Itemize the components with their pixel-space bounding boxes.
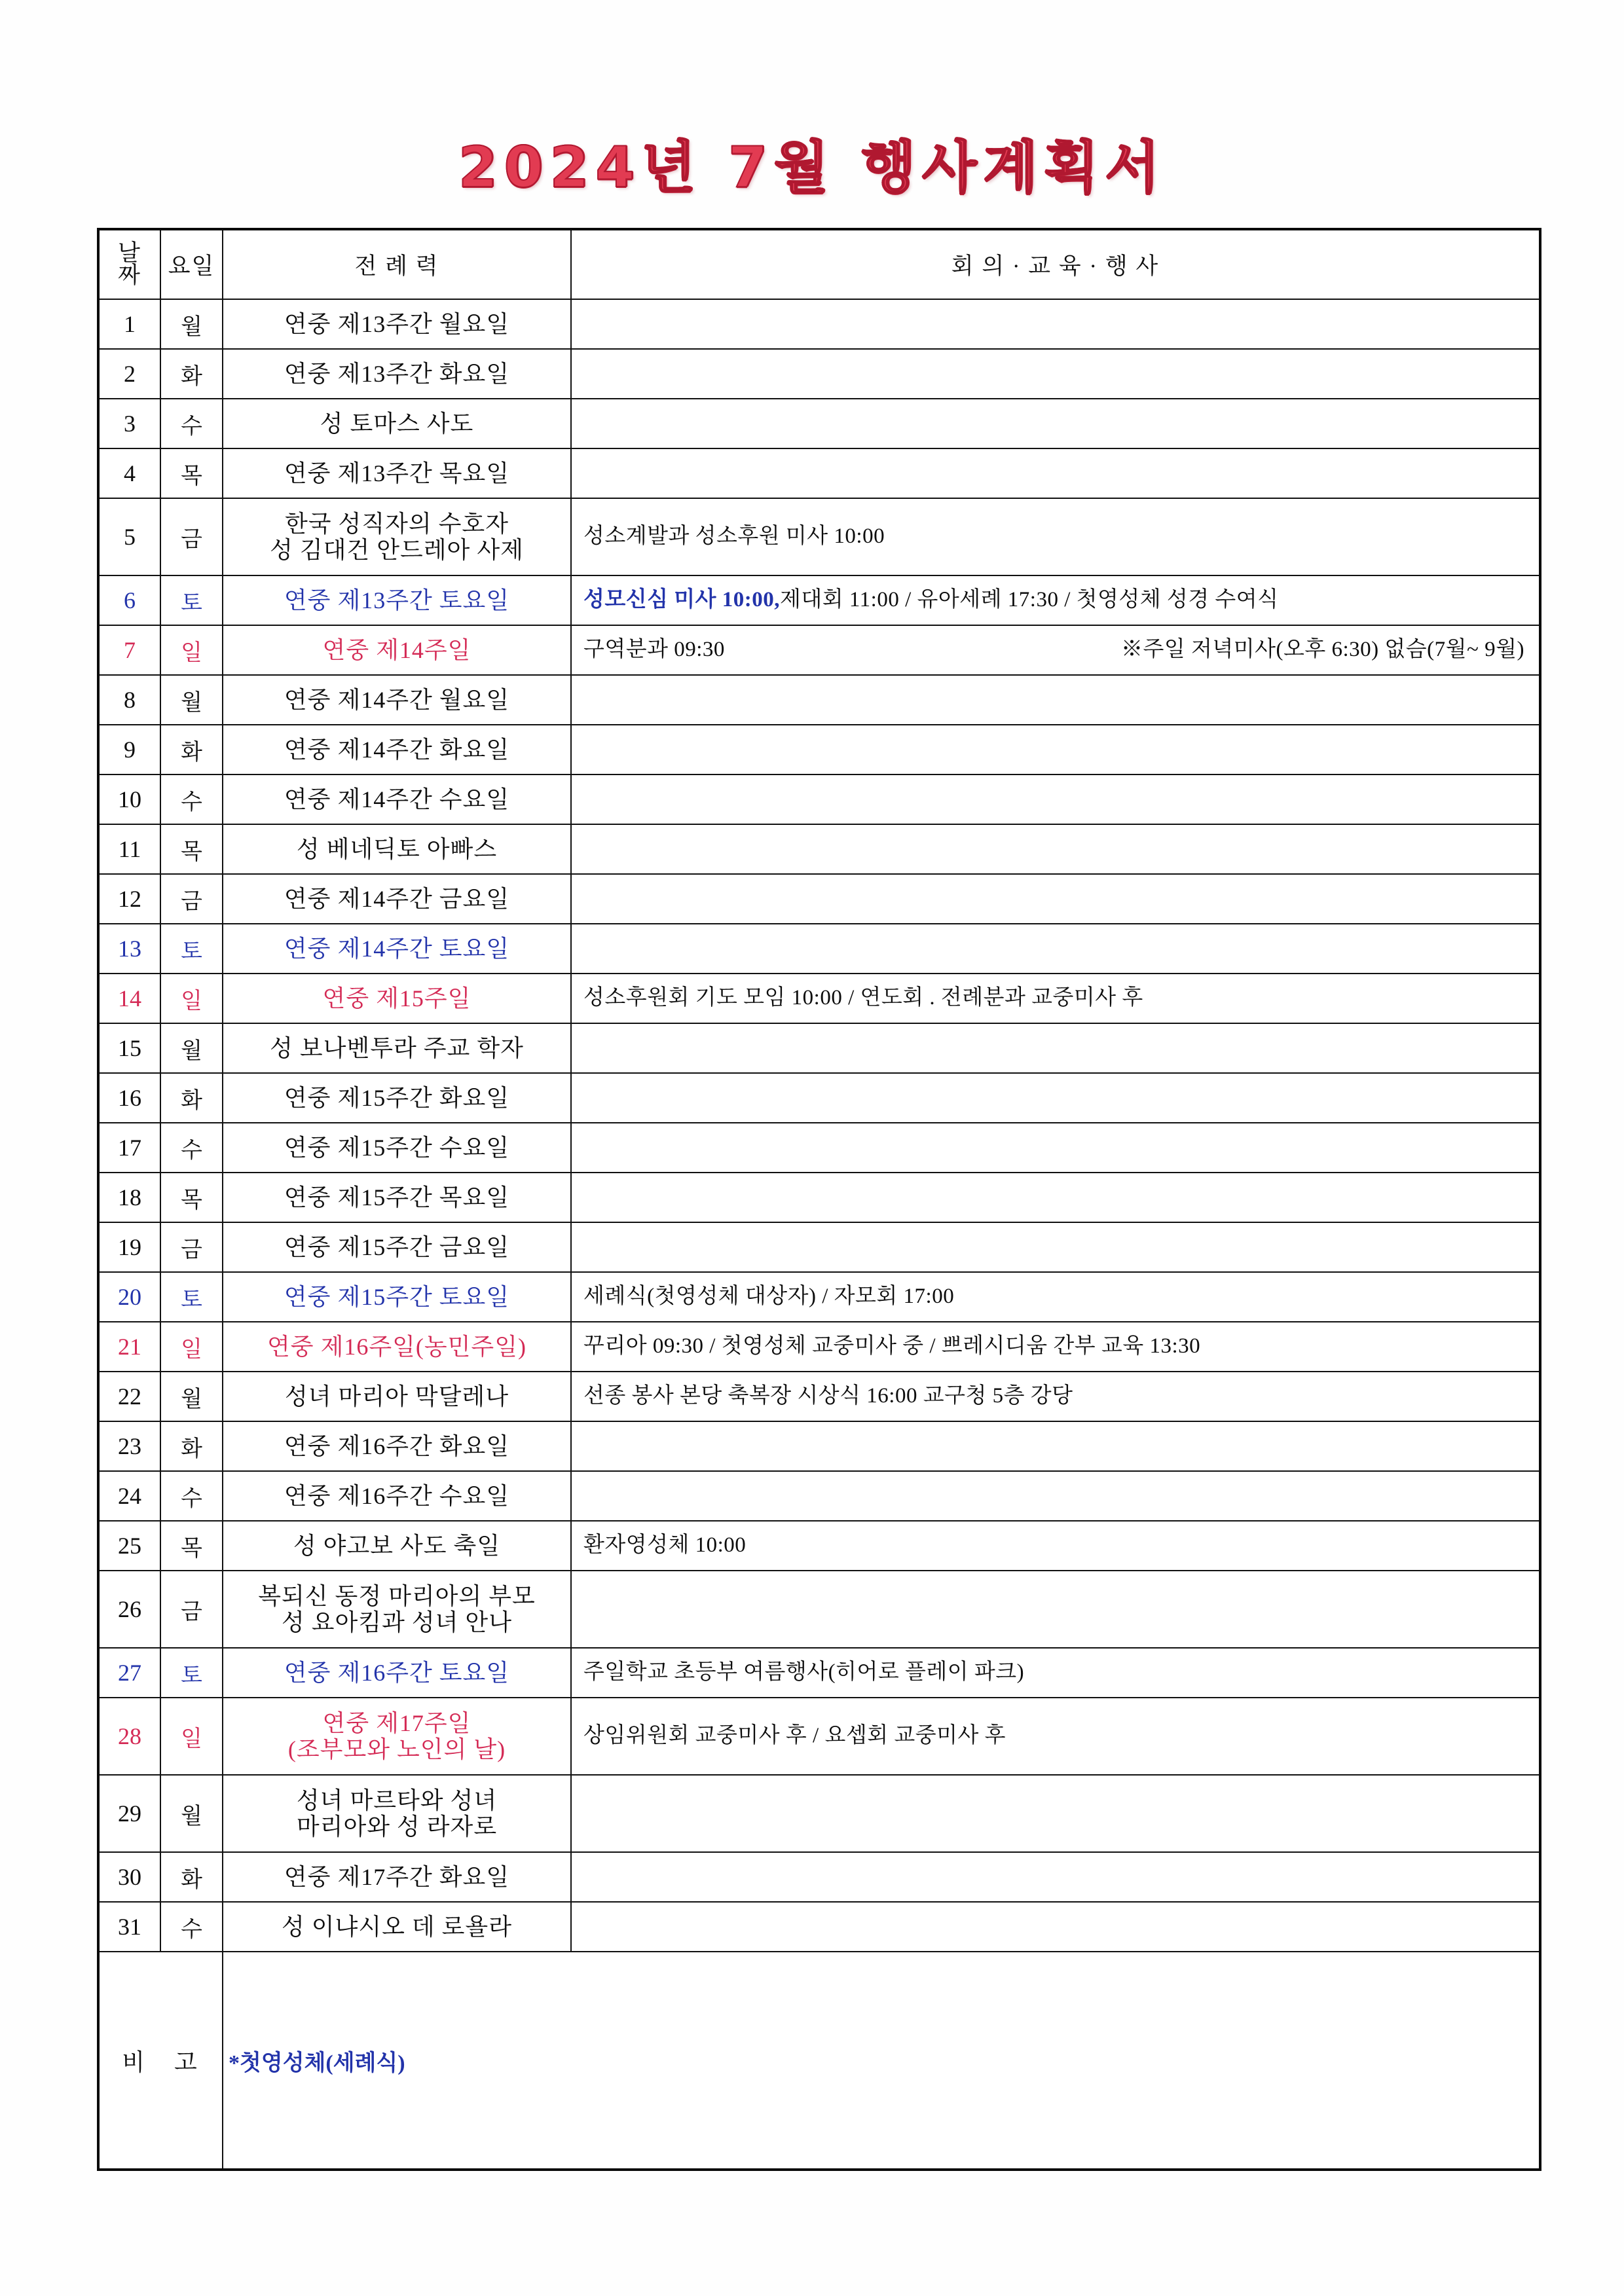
cell-liturgical [223,874,571,924]
table-header-row [98,229,1540,299]
cell-events [571,1775,1540,1852]
cell-date: 21 [98,1322,160,1372]
table-row [98,675,1540,725]
cell-weekday: 금 [160,498,223,575]
cell-weekday: 화 [160,349,223,399]
column-header-liturgical: 전 례 력 [223,229,571,299]
cell-weekday: 일 [160,1322,223,1372]
cell-events [571,575,1540,625]
table-row [98,1023,1540,1073]
cell-weekday: 월 [160,1372,223,1421]
table-row [98,1073,1540,1123]
cell-weekday: 수 [160,1123,223,1173]
table-row [98,498,1540,575]
cell-events [571,448,1540,498]
cell-weekday: 수 [160,774,223,824]
cell-weekday: 월 [160,299,223,349]
cell-weekday: 화 [160,1073,223,1123]
event-text: 상임위원회 교중미사 후 / 요셉회 교중미사 후 [583,1724,1006,1748]
cell-liturgical [223,1173,571,1222]
liturgical-line-1: 연중 제14주간 토요일 [284,935,510,962]
liturgical-line-1: 성 베네딕토 아빠스 [296,835,498,862]
table-row [98,1471,1540,1521]
table-row [98,1902,1540,1952]
table-row [98,874,1540,924]
cell-liturgical [223,1023,571,1073]
cell-weekday: 토 [160,1648,223,1698]
event-note-right: ※주일 저녁미사(오후 6:30) 없슴(7월~ 9월) [1120,638,1524,662]
liturgical-line-1: 복되신 동정 마리아의 부모 [258,1582,536,1609]
table-row [98,1648,1540,1698]
column-header-date-line2: 짜 [118,263,141,288]
column-header-date [98,229,160,299]
cell-liturgical [223,1521,571,1571]
cell-date: 9 [98,725,160,774]
cell-date: 15 [98,1023,160,1073]
cell-date: 24 [98,1471,160,1521]
table-row [98,1852,1540,1902]
cell-liturgical [223,924,571,974]
liturgical-line-1: 연중 제14주간 금요일 [284,885,510,912]
cell-liturgical [223,1775,571,1852]
table-row [98,1521,1540,1571]
title-container [0,122,1624,203]
cell-date: 10 [98,774,160,824]
cell-events [571,1073,1540,1123]
cell-weekday: 일 [160,625,223,675]
cell-liturgical [223,774,571,824]
cell-date: 3 [98,399,160,448]
liturgical-line-1: 성 토마스 사도 [320,410,474,437]
liturgical-line-1: 성 이냐시오 데 로욜라 [282,1913,512,1940]
event-text: 구역분과 09:30 [583,638,725,662]
cell-liturgical [223,1123,571,1173]
notes-text: *첫영성체(세례식) [229,2050,405,2075]
cell-events [571,1421,1540,1471]
cell-date: 17 [98,1123,160,1173]
cell-date: 30 [98,1852,160,1902]
table-row [98,1571,1540,1648]
cell-weekday: 금 [160,874,223,924]
cell-weekday: 목 [160,1521,223,1571]
cell-liturgical [223,1372,571,1421]
cell-events [571,1123,1540,1173]
cell-date: 16 [98,1073,160,1123]
cell-events [571,299,1540,349]
cell-events [571,1902,1540,1952]
cell-date: 23 [98,1421,160,1471]
cell-weekday: 금 [160,1571,223,1648]
cell-weekday: 토 [160,924,223,974]
event-text: 성소후원회 기도 모임 10:00 / 연도회 . 전례분과 교중미사 후 [583,986,1143,1010]
cell-weekday: 일 [160,1698,223,1775]
cell-date: 11 [98,824,160,874]
liturgical-line-1: 연중 제17주간 화요일 [284,1863,510,1890]
cell-events [571,1372,1540,1421]
cell-events [571,774,1540,824]
cell-liturgical [223,1571,571,1648]
cell-date: 27 [98,1648,160,1698]
column-header-date-line1: 날 [118,240,141,266]
cell-events [571,824,1540,874]
cell-date: 8 [98,675,160,725]
cell-events [571,1571,1540,1648]
cell-events [571,1272,1540,1322]
cell-weekday: 월 [160,1023,223,1073]
cell-date: 25 [98,1521,160,1571]
cell-date: 26 [98,1571,160,1648]
cell-liturgical [223,575,571,625]
cell-date: 20 [98,1272,160,1322]
cell-date: 7 [98,625,160,675]
cell-weekday: 화 [160,725,223,774]
liturgical-line-1: 연중 제16주일(농민주일) [267,1333,526,1360]
cell-weekday: 월 [160,675,223,725]
cell-events [571,974,1540,1023]
liturgical-line-1: 한국 성직자의 수호자 [285,510,509,537]
table-row [98,575,1540,625]
cell-liturgical [223,448,571,498]
cell-liturgical [223,824,571,874]
cell-events [571,1173,1540,1222]
table-row [98,1698,1540,1775]
event-text: 성소계발과 성소후원 미사 10:00 [583,524,885,549]
column-header-weekday: 요일 [160,229,223,299]
liturgical-line-1: 연중 제15주간 화요일 [284,1084,510,1111]
table-row [98,725,1540,774]
liturgical-line-1: 성녀 마르타와 성녀 [296,1787,498,1813]
cell-events [571,1222,1540,1272]
table-row [98,774,1540,824]
cell-events [571,498,1540,575]
cell-liturgical [223,1471,571,1521]
cell-weekday: 목 [160,448,223,498]
cell-weekday: 화 [160,1852,223,1902]
cell-date: 28 [98,1698,160,1775]
cell-liturgical [223,299,571,349]
event-text: 주일학교 초등부 여름행사(히어로 플레이 파크) [583,1660,1025,1685]
column-header-events: 회 의 · 교 육 · 행 사 [571,229,1540,299]
cell-liturgical [223,725,571,774]
cell-weekday: 토 [160,1272,223,1322]
cell-events [571,874,1540,924]
table-row [98,1372,1540,1421]
cell-liturgical [223,1902,571,1952]
table-row [98,1775,1540,1852]
liturgical-line-1: 연중 제15주간 금요일 [284,1233,510,1260]
liturgical-line-1: 연중 제14주간 월요일 [284,686,510,713]
liturgical-line-1: 연중 제13주간 목요일 [284,460,510,486]
table-row [98,1322,1540,1372]
event-text: 꾸리아 09:30 / 첫영성체 교중미사 중 / 쁘레시디움 간부 교육 13:30 [583,1334,1201,1358]
cell-events [571,1698,1540,1775]
cell-liturgical [223,1322,571,1372]
cell-date: 1 [98,299,160,349]
cell-liturgical [223,1272,571,1322]
event-plan-table [97,228,1541,2171]
liturgical-line-2: (조부모와 노인의 날) [287,1736,506,1762]
liturgical-line-1: 연중 제15주일 [322,985,471,1011]
liturgical-line-1: 성 보나벤투라 주교 학자 [270,1034,524,1061]
liturgical-line-1: 연중 제16주간 화요일 [284,1432,510,1459]
notes-body [223,1952,1540,2170]
table-row [98,1272,1540,1322]
event-text: 선종 봉사 본당 축복장 시상식 16:00 교구청 5층 강당 [583,1384,1073,1408]
cell-date: 22 [98,1372,160,1421]
notes-label: 비 고 [98,1952,223,2170]
cell-events [571,349,1540,399]
liturgical-line-1: 연중 제13주간 월요일 [284,310,510,337]
table-row [98,399,1540,448]
cell-liturgical [223,349,571,399]
table-row [98,1421,1540,1471]
liturgical-line-1: 연중 제13주간 화요일 [284,360,510,387]
cell-liturgical [223,625,571,675]
cell-events [571,675,1540,725]
event-text-highlight: 성모신심 미사 10:00, [583,588,781,612]
table-row [98,625,1540,675]
cell-liturgical [223,1073,571,1123]
cell-date: 4 [98,448,160,498]
cell-events [571,399,1540,448]
liturgical-line-2: 성 요아킴과 성녀 안나 [282,1609,512,1635]
cell-liturgical [223,1852,571,1902]
page-title: 2024년 7월 행사계획서 [458,135,1166,200]
cell-weekday: 목 [160,1173,223,1222]
liturgical-line-1: 성 야고보 사도 축일 [293,1532,501,1559]
cell-events [571,924,1540,974]
cell-weekday: 수 [160,399,223,448]
cell-liturgical [223,498,571,575]
cell-events [571,1648,1540,1698]
notes-row [98,1952,1540,2170]
liturgical-line-1: 연중 제15주간 수요일 [284,1134,510,1161]
cell-liturgical [223,399,571,448]
cell-date: 6 [98,575,160,625]
cell-liturgical [223,1698,571,1775]
cell-date: 18 [98,1173,160,1222]
table-row [98,924,1540,974]
liturgical-line-1: 연중 제16주간 수요일 [284,1482,510,1509]
cell-date: 2 [98,349,160,399]
cell-date: 31 [98,1902,160,1952]
cell-date: 29 [98,1775,160,1852]
cell-weekday: 월 [160,1775,223,1852]
event-text: 제대회 11:00 / 유아세례 17:30 / 첫영성체 성경 수여식 [780,588,1279,612]
cell-events [571,625,1540,675]
cell-date: 14 [98,974,160,1023]
liturgical-line-1: 연중 제14주간 화요일 [284,736,510,763]
cell-date: 12 [98,874,160,924]
cell-events [571,1521,1540,1571]
cell-weekday: 목 [160,824,223,874]
cell-weekday: 수 [160,1902,223,1952]
cell-liturgical [223,1222,571,1272]
cell-liturgical [223,1421,571,1471]
liturgical-line-2: 성 김대건 안드레아 사제 [270,537,524,563]
cell-events [571,1852,1540,1902]
cell-weekday: 금 [160,1222,223,1272]
cell-weekday: 화 [160,1421,223,1471]
table-row [98,974,1540,1023]
cell-liturgical [223,974,571,1023]
cell-liturgical [223,1648,571,1698]
cell-weekday: 토 [160,575,223,625]
cell-date: 5 [98,498,160,575]
table-row [98,824,1540,874]
cell-weekday: 수 [160,1471,223,1521]
liturgical-line-1: 연중 제13주간 토요일 [284,587,510,613]
liturgical-line-1: 연중 제15주간 목요일 [284,1184,510,1211]
liturgical-line-1: 연중 제14주간 수요일 [284,786,510,812]
table-row [98,1173,1540,1222]
cell-weekday: 일 [160,974,223,1023]
liturgical-line-2: 마리아와 성 라자로 [296,1813,498,1840]
liturgical-line-1: 성녀 마리아 막달레나 [285,1383,509,1410]
cell-date: 19 [98,1222,160,1272]
cell-events [571,1471,1540,1521]
table-row [98,1123,1540,1173]
table-row [98,349,1540,399]
cell-liturgical [223,675,571,725]
cell-date: 13 [98,924,160,974]
event-text: 세례식(첫영성체 대상자) / 자모회 17:00 [583,1285,955,1309]
liturgical-line-1: 연중 제15주간 토요일 [284,1283,510,1310]
liturgical-line-1: 연중 제16주간 토요일 [284,1659,510,1686]
cell-events [571,1322,1540,1372]
event-text: 환자영성체 10:00 [583,1533,747,1558]
table-row [98,299,1540,349]
table-row [98,448,1540,498]
cell-events [571,725,1540,774]
table-row [98,1222,1540,1272]
cell-events [571,1023,1540,1073]
liturgical-line-1: 연중 제17주일 [322,1709,471,1736]
liturgical-line-1: 연중 제14주일 [322,636,471,663]
